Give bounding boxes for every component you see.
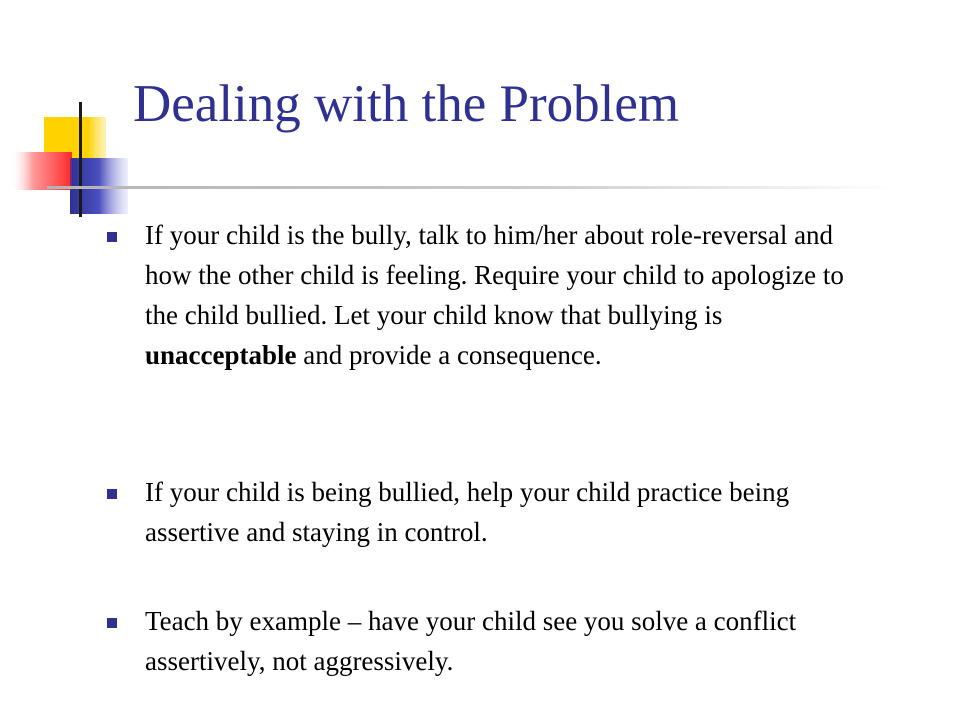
bullet-text: [145, 472, 845, 552]
slide-title: Dealing with the Problem: [133, 75, 680, 133]
bullet-text-segment: If your child is being bullied, help your child practice being assertive and staying in control.: [145, 477, 790, 547]
bullet-text: [145, 215, 845, 375]
bullet-text-segment: If your child is the bully, talk to him/her about role-reversal and how the other child is feeling. Require your child to apologize to the child bullied. Let your child know that bullying is: [145, 220, 844, 330]
square-bullet-icon: [107, 489, 117, 499]
bullet-text-emphasis: unacceptable: [145, 340, 297, 370]
bullet-text: [145, 601, 845, 681]
title-divider: [47, 186, 897, 189]
bullet-text-segment: Teach by example – have your child see you solve a conflict assertively, not aggressively.: [145, 606, 797, 676]
bullet-text-segment: and provide a consequence.: [296, 340, 602, 370]
square-bullet-icon: [107, 618, 117, 628]
square-bullet-icon: [107, 232, 117, 242]
